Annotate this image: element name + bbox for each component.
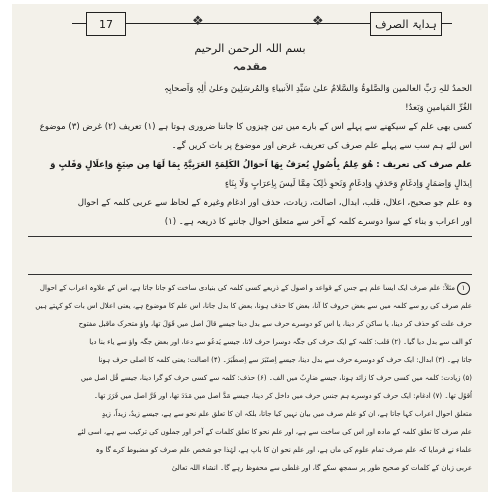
- ornament-icon: ❖: [192, 14, 204, 29]
- footnote-line: علم صرف کی رو سے کلمہ میں سے بعض حروف کا آنا، بعض کا حذف ہونا، بعض کا بدل جانا، اس علم کا موضوع ہے، یعنی اعلال اس بات کو کہتے ہیں: [35, 302, 472, 310]
- footnote-line: عربی زبان کے کلمات کو صحیح طور پر سمجھ سکے گا، اور غلطی سے محفوظ رہے گا۔ انشاء اللہ تعالیٰ: [171, 464, 472, 472]
- text-line: اِبدَالٍ وَاِضمَارٍ وَاِدغَامٍ وَحَذفٍ وَاِدغَامٍ وَنَحوِ ذٰلِکَ مِمَّا لَیسَ بِاِعرَابٍ وَلَا بِنَاءٍ: [224, 179, 472, 189]
- footnote-line: حرف علت کو حذف کر دینا، یا ساکن کر دینا، یا اس کو دوسرے حرف سے بدل دینا جیسے قالَ اصل میں قَوَلَ تھا، واؤ متحرک ماقبل مفتوح: [78, 320, 472, 328]
- text-line: علم صرف کی تعریف : هُوَ عِلمٌ بِاُصُولٍ یُعرَفُ بِهَا اَحوَالُ الکَلِمَۃِ العَرَبِیَّۃِ بِمَا لَهَا مِن صِیَغٍ وَاِعلَالٍ وَقَلبٍ وَ: [50, 160, 472, 170]
- footnote-line: ۱مثلاً: علم صرف ایک ایسا علم ہے جس کے قواعد و اصول کے ذریعے کسی کلمہ کی بنیادی ساخت کو جانا جاتا ہے، اس کے علاوہ اعراب کے احوال: [28, 279, 472, 297]
- text-line: اس لئے ہم سب سے پہلے علم صرف کی تعریف، غرض اور موضوع پر بات کریں گے۔: [171, 141, 472, 151]
- footnote-line: (۵) زیادت: کلمہ میں کسی حرف کا زائد ہونا، جیسے ضارِبٌ میں الف۔ (۶) حذف: کلمہ سے کسی حرف کو گرا دینا، جیسے قُل اصل میں: [80, 374, 472, 382]
- footnote-line: جاتا ہے۔ (۳) ابدال: ایک حرف کو دوسرے حرف سے بدل دینا، جیسے اِصتَبَرَ سے اِصطَبَرَ۔ (۴) اصالت: یعنی کلمہ کا اصلی حرف ہونا: [98, 356, 472, 364]
- section-heading: مقدمہ: [232, 60, 268, 73]
- footnote-line: اُقوُل تھا۔ (۷) ادغام: ایک حرف کو دوسرے ہم جنس حرف میں داخل کر دینا، جیسے مَدَّ اصل میں مَدَدَ تھا، اور فَرَّ اصل میں فَرَرَ تھا۔: [93, 392, 472, 400]
- footnotes: [28, 279, 472, 479]
- page-number: 17: [86, 12, 126, 36]
- book-page: [12, 4, 488, 492]
- text-line: الحمدُ للہِ رَبِّ العالمین وَالصَّلوۃُ وَالسَّلامُ علیٰ سَیِّدِ الاَنبیاءِ وَالمُرسَلِینَ وعلیٰ اٰلِہٖ وَاَصحابِہٖ: [163, 84, 472, 94]
- footnote-line: علماء نے فرمایا کہ علم صرف تمام علوم کی ماں ہے، اور علم نحو ان کا باپ ہے، لہٰذا جو شخص علم صرف کو مضبوط کرے گا وہ: [95, 446, 472, 454]
- footnote-divider: [28, 274, 472, 275]
- footnote-line: کو الف سے بدل دیا گیا۔ (۲) قلب: کلمہ کے ایک حرف کی جگہ دوسرا حرف لانا، جیسے یَدعُو سے دعا، اور بعض جگہ واؤ سے یاء بنا دیا: [89, 338, 472, 346]
- text-line: کسی بھی علم کے سیکھنے سے پہلے اس کے بارے میں تین چیزوں کا جاننا ضروری ہوتا ہے (۱) تعریف (۲) غرض (۳) موضوع: [39, 122, 472, 132]
- page-header: [72, 12, 452, 38]
- ornament-icon: ❖: [312, 14, 324, 29]
- footnote-line: متعلق احوال اعراب کہا جاتا ہے، ان کو علم صرف میں بیان نہیں کیا جاتا، بلکہ ان کا تعلق علم نحو سے ہے، جیسے زیدٌ، زیداً، زیدٍ: [101, 410, 472, 418]
- text-line: وہ علم جو صحیح، اعلال، قلب، ابدال، اصالت، زیادت، حذف اور ادغام وغیرہ کے لحاظ سے عربی کلمہ کے احوال: [77, 198, 472, 208]
- intro-text: [28, 80, 472, 232]
- footnote-divider: [28, 236, 472, 237]
- text-line: اور اعراب و بناء کے سوا دوسرے کلمہ کے آخر سے متعلق احوال جاننے کا ذریعہ ہے۔ (۱): [164, 217, 472, 227]
- footnote-line: علم صرف کا تعلق کلمہ کے مادہ اور اس کی ساخت سے ہے، اور علم نحو کا تعلق کلمات کے آخر اور جملوں کی ترکیب سے ہے، اسی لئے: [77, 428, 472, 436]
- basmala: بسم اللہ الرحمن الرحیم: [194, 42, 306, 55]
- text-line: الغُرِّ المَیامینِ وَبَعدُ!: [405, 103, 472, 113]
- footnote-marker: ۱: [457, 282, 470, 295]
- running-title: ہدایۃ الصرف: [370, 12, 442, 36]
